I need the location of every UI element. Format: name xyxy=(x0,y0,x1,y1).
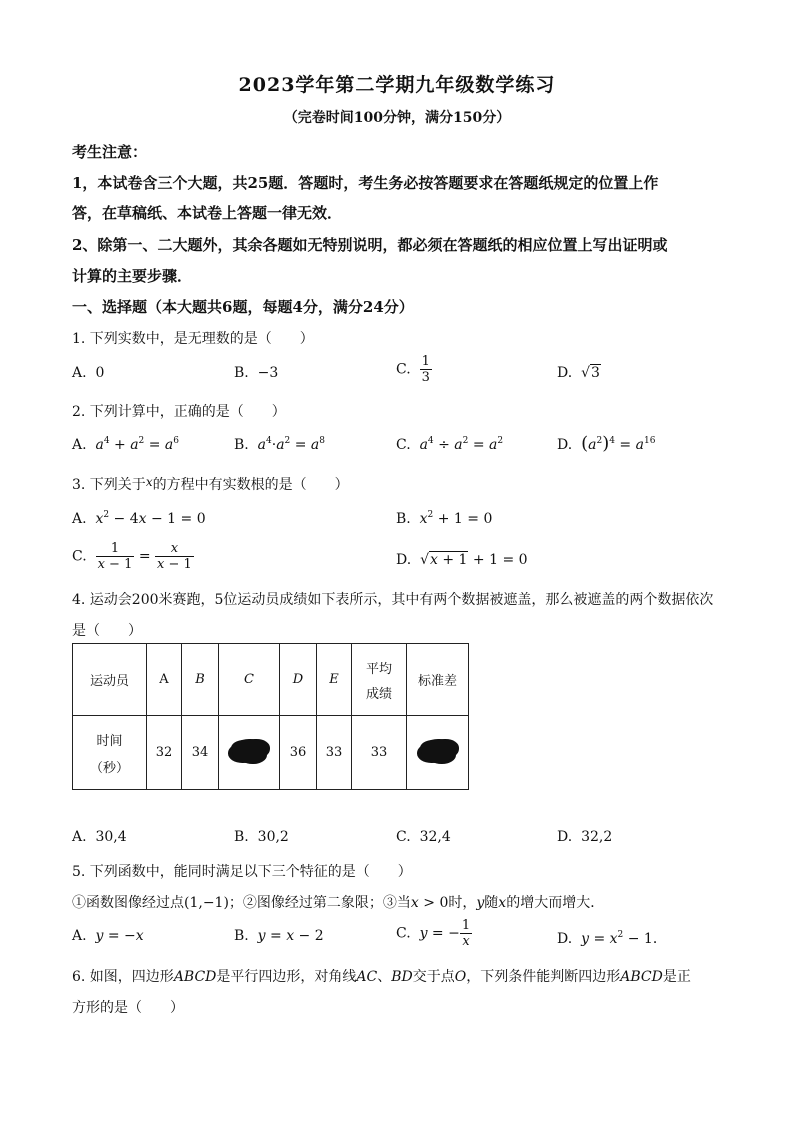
q1-option-b xyxy=(234,365,278,381)
q3-option-c: C. $\frac{1}{x - 1}$ = $\frac{x}{x - 1}$ xyxy=(72,541,192,572)
q6-stem-line2: 方形的是（ ） xyxy=(72,1000,184,1016)
q4-option-a-text: 30,4 xyxy=(95,829,127,845)
q5-cond-part4: 随 xyxy=(484,895,499,911)
q5-cond-part1: ①函数图像经过点 xyxy=(72,895,184,911)
q3-stem-post: 的方程中有实数根的是（ ） xyxy=(152,477,349,493)
q3-option-d-label: D. xyxy=(396,552,412,568)
q4-stem-line1: 4. 运动会200米赛跑，5位运动员成绩如下表所示，其中有两个数据被遮盖，那么被遮盖的两个数据依次 xyxy=(72,592,714,608)
q1-option-d-radicand: 3 xyxy=(591,365,600,381)
q2-stem: 2. 下列计算中，正确的是（ ） xyxy=(72,404,286,420)
sqrt-icon: √ xyxy=(420,552,430,568)
q6-stem-part3: 、 xyxy=(377,969,392,985)
q3-option-d: D. √x + 1 + 1 = 0 xyxy=(396,552,528,568)
notice-item2-line2: 计算的主要步骤． xyxy=(72,267,193,285)
q4-option-c-text: 32,4 xyxy=(419,829,451,845)
table-cell-std xyxy=(407,716,469,790)
q4-stem-line2: 是（ ） xyxy=(72,623,142,639)
q2-option-d: D. $(a^2)^4 = a^{16}$ xyxy=(557,433,656,454)
q6-abcd-2: ABCD xyxy=(620,969,663,985)
q4-option-d-label: D. xyxy=(557,829,573,845)
q4-option-d xyxy=(557,829,612,845)
q4-option-b-text: 30,2 xyxy=(257,829,289,845)
table-header-e: E xyxy=(317,644,352,716)
q6-bd: BD xyxy=(391,969,413,985)
q4-option-a xyxy=(72,829,127,845)
q4-option-d-text: 32,2 xyxy=(581,829,613,845)
notice-item2-line1: 2、除第一、二大题外，其余各题如无特别说明，都必须在答题纸的相应位置上写出证明或 xyxy=(72,236,668,254)
q2-option-c-label: C. xyxy=(396,437,411,453)
q6-abcd: ABCD xyxy=(173,969,217,985)
ink-blot-icon xyxy=(232,739,266,763)
q5-cond-part2: ；②图像经过第二象限；③当 xyxy=(228,895,411,911)
table-header-average-line1: 平均 xyxy=(365,661,392,677)
q1-option-d xyxy=(557,365,601,381)
q1-option-a-text: 0 xyxy=(95,365,105,381)
notice-heading: 考生注意： xyxy=(72,143,148,161)
q1-option-a-label: A. xyxy=(72,365,87,381)
q6-stem-part4: 交于点 xyxy=(412,969,455,985)
q6-ac: AC xyxy=(356,969,378,985)
q4-results-table xyxy=(72,643,469,790)
q3-option-a-label: A. xyxy=(72,511,87,527)
q5-option-a: A. y = −x xyxy=(72,928,144,944)
q3-stem-pre: 3. 下列关于 xyxy=(72,477,146,493)
table-header-a: A xyxy=(147,644,182,716)
table-header-d: D xyxy=(280,644,317,716)
q3-option-c-label: C. xyxy=(72,548,87,565)
q6-stem-part5: ，下列条件能判断四边形 xyxy=(466,969,621,985)
q1-option-c-denominator: 3 xyxy=(421,370,430,385)
q1-option-d-sqrt-icon: √ xyxy=(581,365,591,381)
q3-stem-var: x xyxy=(145,475,153,489)
q2-option-a: A. $a^4 + a^2 = a^6$ xyxy=(72,436,180,453)
table-row-label-line1: 时间 xyxy=(96,733,123,749)
q5-cond-part5: 的增大而增大． xyxy=(506,895,605,911)
ink-blot-icon xyxy=(421,739,455,763)
q3-option-b: B. $x^2 + 1 = 0$ xyxy=(396,510,493,527)
page-title: 2023学年第二学期九年级数学练习 xyxy=(238,74,556,96)
q6-stem-part1: 6. 如图，四边形 xyxy=(72,969,174,985)
table-header-average-line2: 成绩 xyxy=(365,686,392,702)
q5-option-a-label: A. xyxy=(72,928,87,944)
table-cell-b: 34 xyxy=(182,716,219,790)
q1-option-c-label: C. xyxy=(396,361,411,378)
table-header-std: 标准差 xyxy=(407,644,469,716)
q1-option-d-label: D. xyxy=(557,365,573,381)
q3-option-a: A. $x^2 - 4x - 1 = 0$ xyxy=(72,510,206,527)
q1-stem: 1. 下列实数中，是无理数的是（ ） xyxy=(72,331,314,347)
q5-conditions: ①函数图像经过点(1,−1)；②图像经过第二象限；③当x > 0时，y随x的增大而增大． xyxy=(72,895,605,911)
q1-option-c-fraction xyxy=(420,354,432,385)
q5-option-b: B. y = x − 2 xyxy=(234,928,324,944)
table-cell-e: 33 xyxy=(317,716,352,790)
q5-cond-point: (1,−1) xyxy=(184,895,229,911)
q3-option-b-label: B. xyxy=(396,511,411,527)
q1-option-c xyxy=(396,354,432,385)
table-row-label-line2: （秒） xyxy=(89,760,129,776)
table-header-average xyxy=(352,644,407,716)
q6-stem-part2: 是平行四边形，对角线 xyxy=(216,969,357,985)
q5-stem: 5. 下列函数中，能同时满足以下三个特征的是（ ） xyxy=(72,864,412,880)
q2-option-c: C. $a^4 \div a^2 = a^2$ xyxy=(396,436,504,453)
q5-option-d-label: D. xyxy=(557,931,573,947)
q1-option-b-text: −3 xyxy=(257,365,279,381)
q4-option-a-label: A. xyxy=(72,829,87,845)
q6-o: O xyxy=(454,969,467,985)
page-subtitle: （完卷时间100分钟，满分150分） xyxy=(283,110,511,126)
table-row-label xyxy=(73,716,147,790)
table-header-c: C xyxy=(219,644,280,716)
table-row xyxy=(73,644,469,716)
q4-option-b xyxy=(234,829,289,845)
q5-option-d: D. $y = x^2 - 1$． xyxy=(557,930,667,947)
q2-option-b-label: B. xyxy=(234,437,249,453)
section1-heading: 一、选择题（本大题共6题，每题4分，满分24分） xyxy=(72,298,414,316)
q6-stem-part6: 是正 xyxy=(662,969,691,985)
q2-option-a-label: A. xyxy=(72,437,87,453)
table-cell-a: 32 xyxy=(147,716,182,790)
q5-cond-part3: 时， xyxy=(448,895,477,911)
q1-option-a xyxy=(72,365,104,381)
q2-option-d-label: D. xyxy=(557,437,573,453)
table-header-athlete: 运动员 xyxy=(73,644,147,716)
notice-item1-line2: 答，在草稿纸、本试卷上答题一律无效． xyxy=(72,204,343,222)
q5-option-c-label: C. xyxy=(396,925,411,942)
table-header-b: B xyxy=(182,644,219,716)
table-cell-d: 36 xyxy=(280,716,317,790)
q2-option-b: B. $a^4\cdot a^2 = a^8$ xyxy=(234,436,326,453)
q1-option-b-label: B. xyxy=(234,365,249,381)
q4-option-c-label: C. xyxy=(396,829,411,845)
q4-option-b-label: B. xyxy=(234,829,249,845)
q6-stem-line1 xyxy=(72,966,691,986)
q5-option-b-label: B. xyxy=(234,928,249,944)
table-row xyxy=(73,716,469,790)
notice-item1-line1: 1，本试卷含三个大题，共25题．答题时，考生务必按答题要求在答题纸规定的位置上作 xyxy=(72,174,659,192)
q5-option-c: C. y = − $\frac{1}{x}$ xyxy=(396,918,471,949)
table-cell-c xyxy=(219,716,280,790)
q3-stem xyxy=(72,474,349,494)
q4-option-c xyxy=(396,829,451,845)
q1-option-c-numerator: 1 xyxy=(421,354,430,369)
table-cell-average: 33 xyxy=(352,716,407,790)
